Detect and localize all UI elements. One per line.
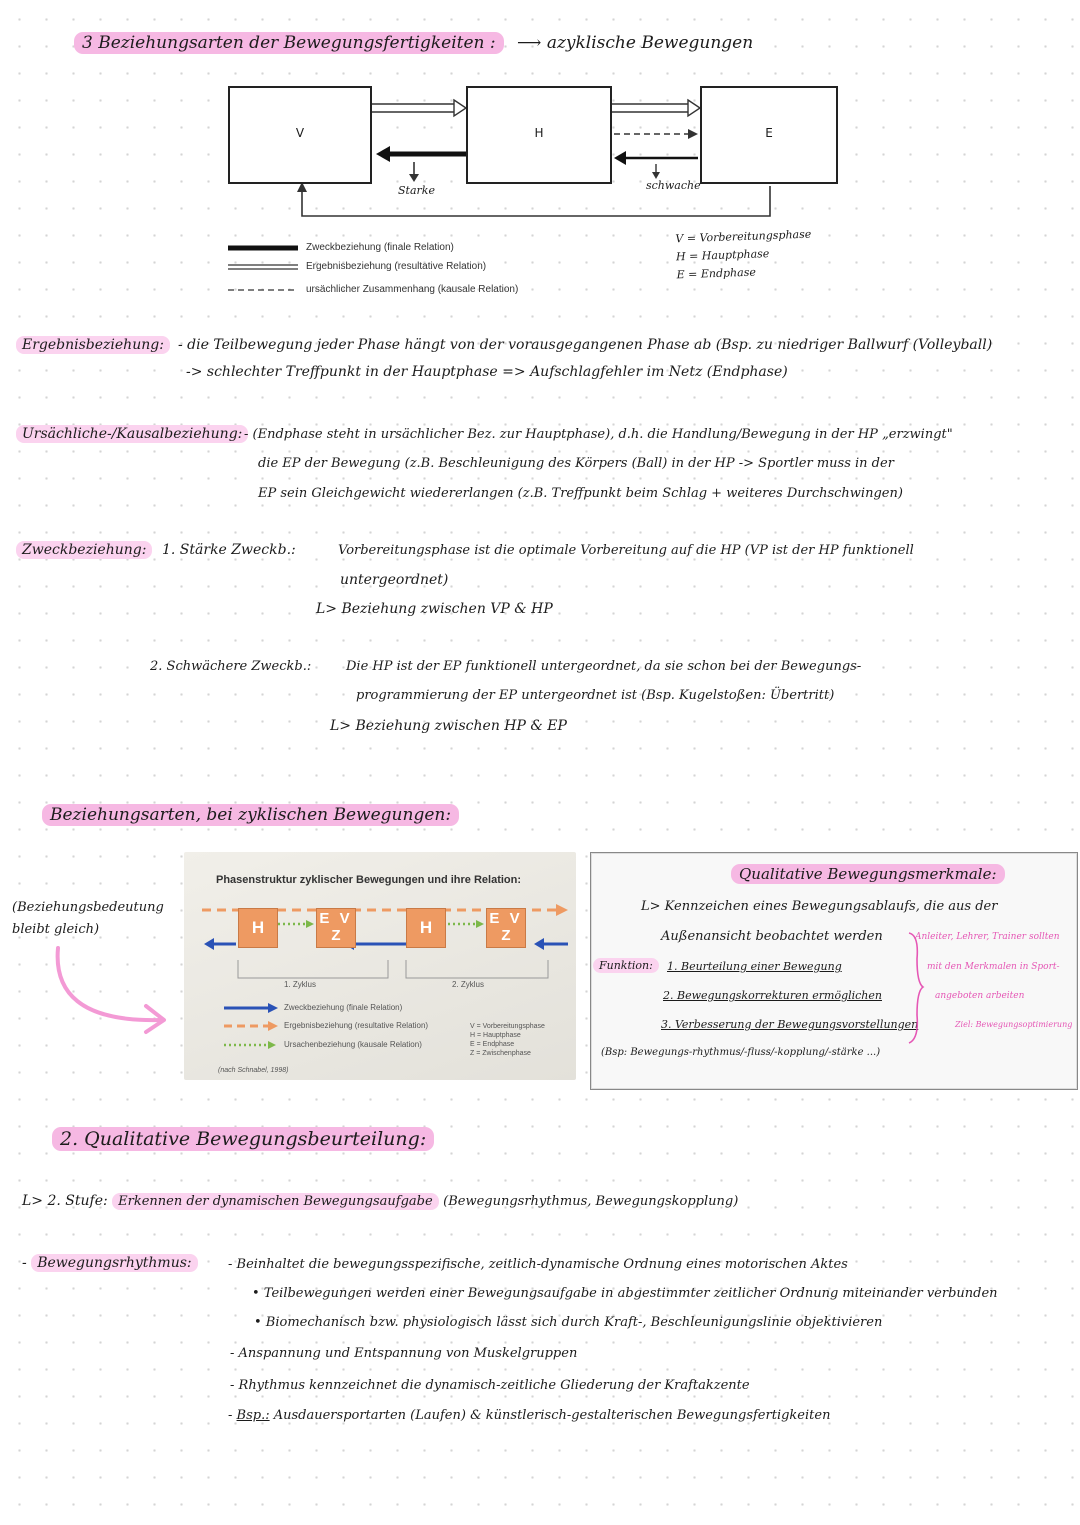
rhythmus-b1: - Beinhaltet die bewegungsspezifische, zeitlich-dynamische Ordnung eines motorischen Aktes (228, 1257, 848, 1272)
kausal-line-1: - (Endphase steht in ursächlicher Bez. zur Hauptphase), d.h. die Handlung/Bewegung in der HP „erzwingt" (244, 427, 953, 442)
qual-box-title: Qualitative Bewegungsmerkmale: (731, 865, 1005, 883)
phase-box-e: E (700, 86, 838, 184)
cycle1-ev-z: E V Z (316, 908, 356, 948)
section-3-title: 3 Beziehungsarten der Bewegungsfertigkeiten : (74, 32, 504, 54)
section-2-stufe (22, 1192, 738, 1211)
ergebnis-label: Ergebnisbeziehung: (16, 336, 170, 354)
kausal-line-3: EP sein Gleichgewicht wiedererlangen (z.B. Treffpunkt beim Schlag + weiteres Durchschwingen) (258, 486, 903, 501)
zweck-label: Zweckbeziehung: (16, 541, 152, 559)
key-e: E = Endphase (676, 265, 757, 282)
section-2-heading: 2. Qualitative Bewegungsbeurteilung: (52, 1128, 434, 1150)
qual-box-line-1: L> Kennzeichen eines Bewegungsablaufs, die aus der (641, 899, 998, 914)
qualitative-merkmale-box (590, 852, 1078, 1090)
qual-item-3: 3. Verbesserung der Bewegungsvorstellungen (661, 1018, 919, 1031)
cycle2-h: H (406, 908, 446, 948)
rhythmus-b1b: • Biomechanisch bzw. physiologisch lässt sich durch Kraft-, Beschleunigungslinie objektivieren (254, 1315, 883, 1330)
arrow-icon: ⟶ (517, 33, 542, 53)
qual-note-1: Anleiter, Lehrer, Trainer sollten (915, 932, 1060, 942)
zweck-s2-arrow: L> Beziehung zwischen HP & EP (330, 718, 567, 734)
section-3-heading (74, 33, 753, 53)
figure-legend-zweck: Zweckbeziehung (finale Relation) (284, 1003, 403, 1012)
ergebnis-line-1: - die Teilbewegung jeder Phase hängt von der vorausgegangenen Phase ab (Bsp. zu niedriger Ballwurf (Volleyball) (178, 337, 993, 353)
qual-note-3: angeboten arbeiten (935, 991, 1025, 1001)
key-v: V = Vorbereitungsphase (675, 227, 812, 246)
figure-source: (nach Schnabel, 1998) (218, 1067, 289, 1074)
qual-note-2: mit den Merkmalen in Sport- (927, 962, 1060, 972)
figure-title: Phasenstruktur zyklischer Bewegungen und ihre Relation: (216, 874, 522, 886)
rhythmus-b3: - Rhythmus kennzeichnet die dynamisch-zeitliche Gliederung der Kraftakzente (230, 1378, 750, 1393)
qual-box-funktion: Funktion: (593, 959, 659, 972)
phase-box-h: H (466, 86, 612, 184)
rhythmus-b1a: • Teilbewegungen werden einer Bewegungsaufgabe in abgestimmter zeitlicher Ordnung miteinander verbunden (252, 1286, 998, 1301)
cycle-1-label: 1. Zyklus (284, 980, 317, 989)
stufe-rest: (Bewegungsrhythmus, Bewegungskopplung) (443, 1194, 739, 1209)
stufe-highlight: Erkennen der dynamischen Bewegungsaufgabe (112, 1193, 439, 1210)
cyclic-phase-figure (184, 852, 576, 1080)
phase-key (675, 226, 813, 285)
pink-brace-icon (905, 929, 925, 1047)
rhythmus-label: - Bewegungsrhythmus: (22, 1254, 198, 1272)
zweck-s1-line-2: untergeordnet) (340, 572, 449, 588)
ergebnis-line-2: -> schlechter Treffpunkt in der Hauptphase => Aufschlagfehler im Netz (Endphase) (186, 364, 788, 380)
kausal-line-2: die EP der Bewegung (z.B. Beschleunigung des Körpers (Ball) in der HP -> Sportler muss in der (258, 456, 894, 471)
figure-legend-ursachen: Ursachenbeziehung (kausale Relation) (284, 1040, 422, 1049)
legend-ergebnis: Ergebnisbeziehung (resultative Relation) (306, 261, 487, 272)
zweck-s1-line-1: Vorbereitungsphase ist die optimale Vorbereitung auf die HP (VP ist der HP funktionell (338, 543, 914, 558)
figure-key: V = Vorbereitungsphase H = Hauptphase E = Endphase Z = Zwischenphase (470, 1023, 545, 1057)
stufe-prefix: L> 2. Stufe: (22, 1193, 108, 1209)
legend-kausal: ursächlicher Zusammenhang (kausale Relation) (306, 284, 519, 295)
zweck-s2-line-2: programmierung der EP untergeordnet ist (Bsp. Kugelstoßen: Übertritt) (356, 688, 835, 703)
zyklisch-side-note (12, 897, 164, 941)
side-note-line-1: (Beziehungsbedeutung (12, 900, 164, 915)
figure-legend-ergebnis: Ergebnisbeziehung (resultative Relation) (284, 1021, 429, 1030)
label-staerke: Starke (398, 184, 435, 197)
zweck-s1-arrow: L> Beziehung zwischen VP & HP (316, 601, 553, 617)
side-note-line-2: bleibt gleich) (12, 922, 100, 937)
rhythmus-b4-bsp: Bsp.: (236, 1408, 270, 1423)
qual-item-2: 2. Bewegungskorrekturen ermöglichen (663, 989, 882, 1002)
qual-ziel: Ziel: Bewegungsoptimierung (955, 1020, 1073, 1029)
zweck-s2-head: 2. Schwächere Zweckb.: (150, 659, 312, 674)
zweck-s2-line-1: Die HP ist der EP funktionell untergeordnet, da sie schon bei der Bewegungs- (346, 659, 862, 674)
zweck-s1-head: 1. Stärke Zweckb.: (162, 542, 296, 558)
legend-zweck: Zweckbeziehung (finale Relation) (306, 242, 454, 253)
qual-box-line-2: Außenansicht beobachtet werden (661, 929, 883, 944)
rhythmus-b4: - Bsp.: Ausdauersportarten (Laufen) & künstlerisch-gestalterischen Bewegungsfertigkeiten (228, 1408, 831, 1423)
label-schwache: schwache (646, 179, 701, 192)
phase-box-v: V (228, 86, 372, 184)
section-3-arrow-note: azyklische Bewegungen (546, 33, 754, 53)
pink-curved-arrow-icon (50, 942, 180, 1037)
cycle2-ev-z: E V Z (486, 908, 526, 948)
rhythmus-b2: - Anspannung und Entspannung von Muskelgruppen (230, 1346, 578, 1361)
kausal-label: Ursächliche-/Kausalbeziehung: (16, 425, 248, 443)
cycle-2-label: 2. Zyklus (452, 980, 485, 989)
qual-box-bsp: (Bsp: Bewegungs-rhythmus/-fluss/-kopplung/-stärke ...) (601, 1047, 881, 1058)
zyklisch-heading: Beziehungsarten, bei zyklischen Bewegungen: (42, 805, 459, 825)
rhythmus-b4-text: Ausdauersportarten (Laufen) & künstlerisch-gestalterischen Bewegungsfertigkeiten (273, 1408, 831, 1423)
cycle1-h: H (238, 908, 278, 948)
qual-item-1: 1. Beurteilung einer Bewegung (667, 960, 842, 973)
key-h: H = Hauptphase (675, 247, 770, 264)
